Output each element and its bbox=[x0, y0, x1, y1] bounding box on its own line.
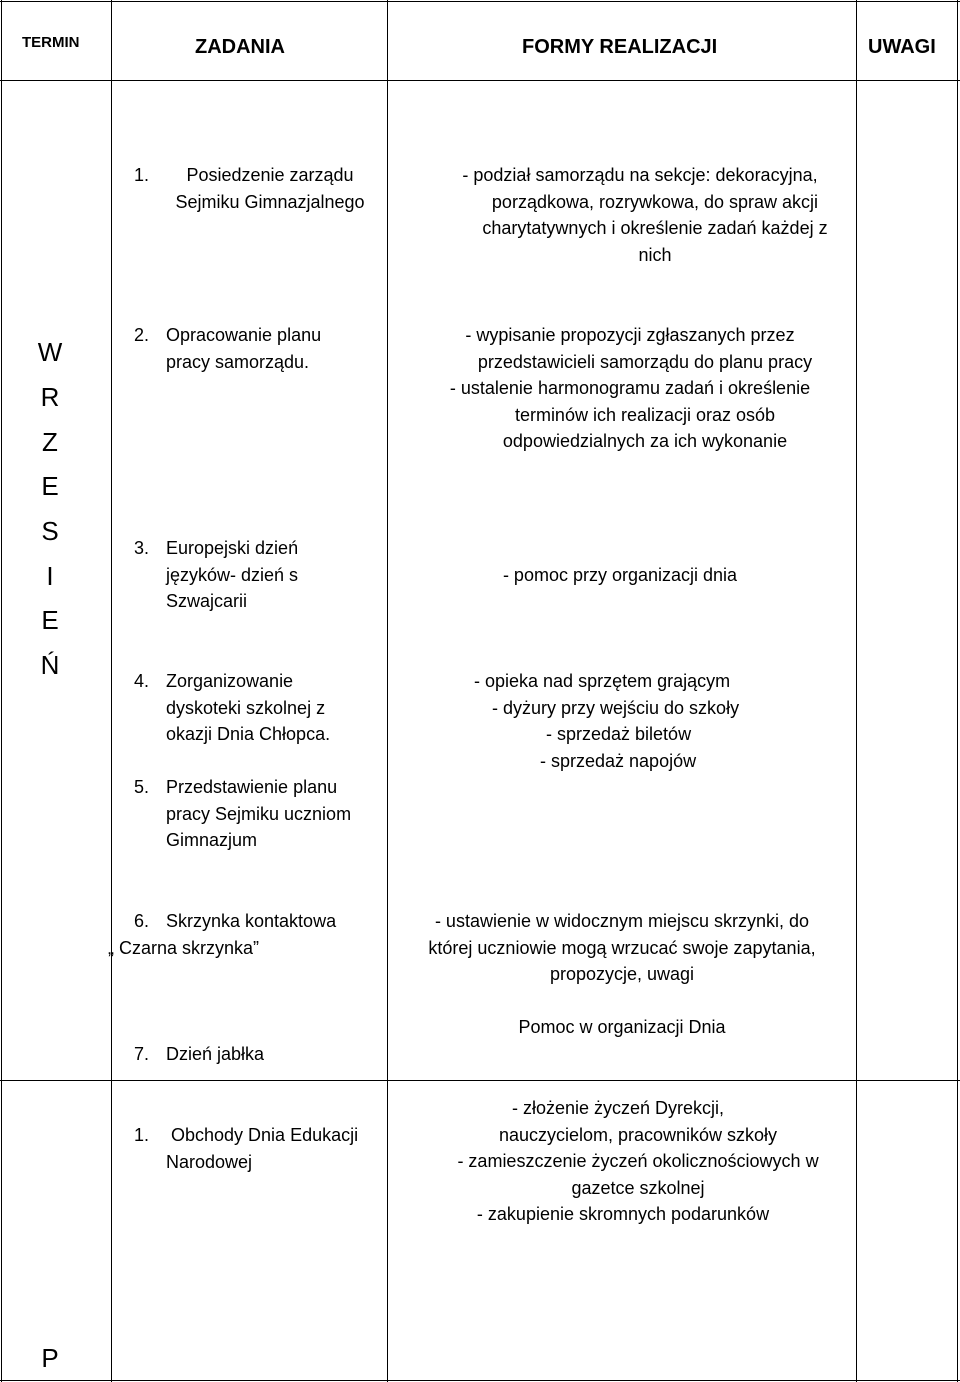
month-letter: Ń bbox=[40, 650, 60, 680]
task-text: Posiedzenie zarządu Sejmiku Gimnazjalnego bbox=[175, 165, 365, 212]
form-4: - opieka nad sprzętem grającym - dyżury przy wejściu do szkoły - sprzedaż biletów - sprzedaż napojów bbox=[474, 671, 740, 771]
task-number: 3. bbox=[134, 538, 150, 558]
header-uwagi: UWAGI bbox=[868, 36, 936, 58]
header-termin: TERMIN bbox=[22, 34, 80, 51]
header-bottom-border bbox=[0, 80, 960, 81]
month-letter: E bbox=[41, 471, 59, 501]
form-5: - ustawienie w widocznym miejscu skrzynki, do której uczniowie mogą wrzucać swoje zapytania, propozycje, uwagi bbox=[428, 911, 816, 984]
task-number: 1. bbox=[134, 1125, 150, 1145]
form-3: - pomoc przy organizacji dnia bbox=[502, 565, 738, 585]
month-letter: I bbox=[46, 561, 54, 591]
table-right-border bbox=[957, 0, 958, 1382]
month-pazdziernik-first-letter: P bbox=[41, 1343, 59, 1373]
task-number: 7. bbox=[134, 1044, 150, 1064]
month-letter: Z bbox=[42, 427, 58, 457]
task-text: Skrzynka kontaktowa „ Czarna skrzynka” bbox=[108, 911, 337, 958]
month-letter: R bbox=[40, 382, 60, 412]
form-1: - podział samorządu na sekcje: dekoracyjna, porządkowa, rozrywkowa, do spraw akcji charytatywnych i określenie zadań każdej z nich bbox=[462, 165, 828, 265]
month-letter: W bbox=[37, 337, 63, 367]
task-text: Europejski dzień języków- dzień s Szwajcarii bbox=[166, 538, 299, 611]
section-divider bbox=[0, 1080, 960, 1081]
form-7: - złożenie życzeń Dyrekcji, nauczycielom, pracowników szkoły - zamieszczenie życzeń okolicznościowych w gazetce szkolnej - zakupienie skromnych podarunków bbox=[457, 1098, 819, 1224]
task-number: 5. bbox=[134, 777, 150, 797]
table-left-border bbox=[1, 0, 2, 1382]
column-divider-termin bbox=[111, 0, 112, 1382]
task-number: 2. bbox=[134, 325, 150, 345]
task-number: 1. bbox=[134, 165, 150, 185]
header-zadania: ZADANIA bbox=[195, 36, 285, 58]
table-top-border bbox=[0, 1, 960, 2]
month-letter: S bbox=[41, 516, 59, 546]
task-number: 6. bbox=[134, 911, 150, 931]
column-divider-zadania bbox=[387, 0, 388, 1382]
header-formy-realizacji: FORMY REALIZACJI bbox=[522, 36, 718, 58]
task-text: Przedstawienie planu pracy Sejmiku uczniom Gimnazjum bbox=[166, 777, 352, 850]
task-text: Opracowanie planu pracy samorządu. bbox=[166, 325, 322, 372]
task-text: Obchody Dnia Edukacji Narodowej bbox=[166, 1125, 359, 1172]
task-number: 4. bbox=[134, 671, 150, 691]
month-letter: E bbox=[41, 605, 59, 635]
task-text: Dzień jabłka bbox=[166, 1044, 265, 1064]
form-2: - wypisanie propozycji zgłaszanych przez przedstawicieli samorządu do planu pracy - ustalenie harmonogramu zadań i określenie terminów ich realizacji oraz osób odpowiedzialnych za ich wykonanie bbox=[449, 325, 813, 451]
table-bottom-border bbox=[0, 1380, 960, 1381]
task-text: Zorganizowanie dyskoteki szkolnej z okazji Dnia Chłopca. bbox=[166, 671, 331, 744]
form-6: Pomoc w organizacji Dnia bbox=[518, 1017, 726, 1037]
